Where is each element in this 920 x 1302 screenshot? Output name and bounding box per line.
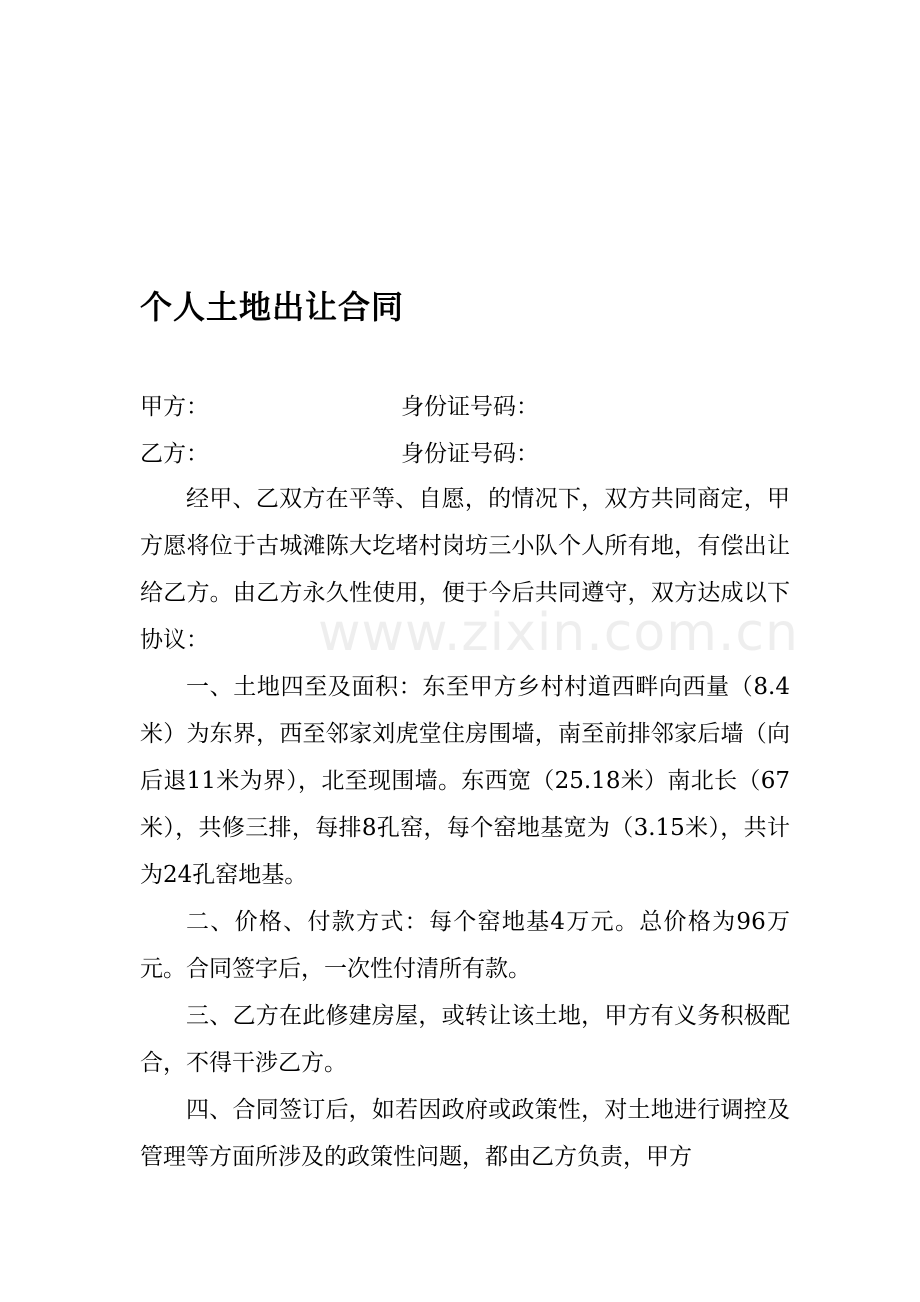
party-b-row (140, 435, 840, 465)
clause-2-paragraph: 二、价格、付款方式：每个窑地基4万元。总价格为96万元。合同签字后，一次性付清所有款。 (140, 909, 790, 982)
party-b-label: 乙方： (140, 441, 209, 467)
clause-1-paragraph: 一、土地四至及面积：东至甲方乡村村道西畔向西量（8.4米）为东界，西至邻家刘虎堂住房围墙，南至前排邻家后墙（向后退11米为界），北至现围墙。东西宽（25.18米）南北长（67米），共修三排，每排8孔窑，每个窑地基宽为（3.15米），共计为24孔窑地基。 (140, 674, 790, 888)
contract-body (140, 476, 790, 1181)
party-a-row (140, 388, 840, 418)
intro-paragraph: 经甲、乙双方在平等、自愿，的情况下，双方共同商定，甲方愿将位于古城滩陈大圪堵村岗坊三小队个人所有地，有偿出让给乙方。由乙方永久性使用，便于今后共同遵守，双方达成以下协议： (140, 486, 790, 653)
party-a-label: 甲方： (140, 394, 209, 420)
watermark: www.zixin.com.cn (318, 603, 799, 663)
document-title: 个人土地出让合同 (140, 288, 405, 326)
party-b-id-label: 身份证号码： (401, 441, 539, 467)
clause-4-paragraph: 四、合同签订后，如若因政府或政策性，对土地进行调控及管理等方面所涉及的政策性问题，都由乙方负责，甲方 (140, 1097, 790, 1170)
clause-3-paragraph: 三、乙方在此修建房屋，或转让该土地，甲方有义务积极配合，不得干涉乙方。 (140, 1003, 790, 1076)
party-a-id-label: 身份证号码： (401, 394, 539, 420)
